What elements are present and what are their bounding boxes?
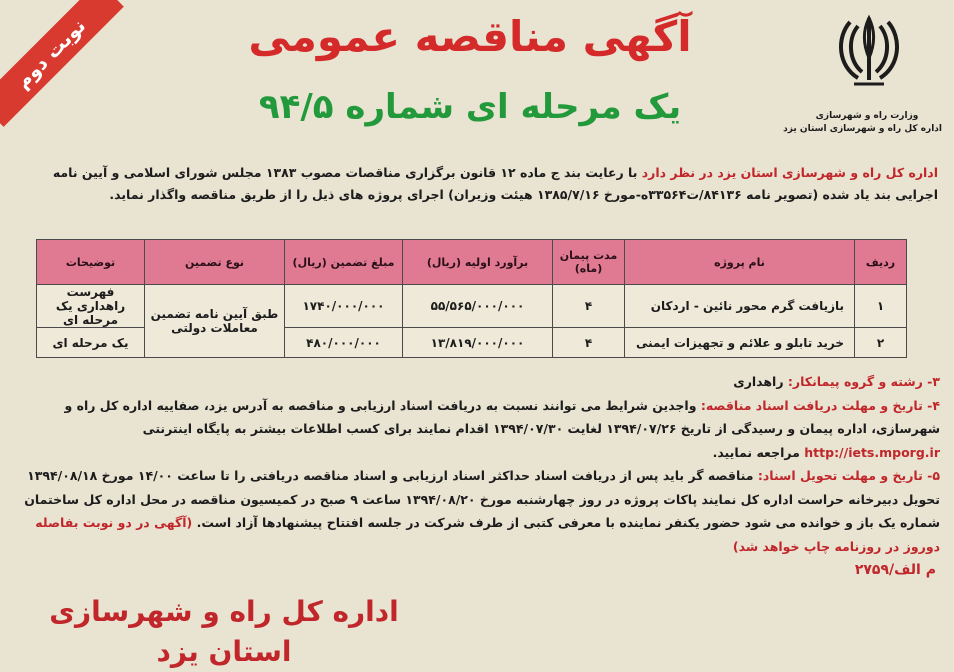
- item-3-label: ۳- رشته و گروه پیمانکار:: [787, 374, 940, 389]
- table-row: [37, 285, 907, 328]
- item-5-text: مناقصه گر باید پس از دریافت اسناد حداکثر اسناد ارزیابی و اسناد مناقصه دریافتی را تا ساعت ۱۴/۰۰ مورخ ۱۳۹۴/۰۸/۱۸ تحویل دبیرخانه حراست اداره کل نمایند پاکات پروژه در روز چهارشنبه مورخ ۱۳۹۴/۰۸/۲۰ ساعت ۹ صبح در کمیسیون مناقصه در محل اداره کل ساختمان شماره یک باز و خوانده می شود حضور یکنفر نماینده با معرفی کتبی از طرف شرکت در جلسه افتتاح پیشنهادها آزاد است.: [24, 468, 940, 530]
- iran-emblem-icon: [834, 14, 904, 94]
- header-duration: مدت پیمان (ماه): [553, 240, 625, 285]
- item-document-receipt: [14, 394, 940, 465]
- item-document-delivery: [14, 464, 940, 558]
- notes: فهرست راهداری یک مرحله ای: [37, 285, 145, 328]
- header-row-number: ردیف: [855, 240, 907, 285]
- table-header-row: [37, 240, 907, 285]
- ministry-line-1: وزارت راه و شهرسازی: [815, 111, 919, 121]
- project-name: خرید تابلو و علائم و تجهیزات ایمنی: [625, 328, 855, 358]
- notes: یک مرحله ای: [37, 328, 145, 358]
- estimate: ۵۵/۵۶۵/۰۰۰/۰۰۰: [403, 285, 553, 328]
- project-name: بازیافت گرم محور نائین - اردکان: [625, 285, 855, 328]
- guarantee-amount: ۴۸۰/۰۰۰/۰۰۰: [285, 328, 403, 358]
- intro-text: با رعایت بند ج ماده ۱۲ قانون برگزاری مناقصات مصوب ۱۳۸۳ مجلس شورای اسلامی و آیین نامه اجرایی بند یاد شده (تصویر نامه ۸۴۱۳۶/ت۳۳۵۶۴ه-مورخ ۱۳۸۵/۷/۱۶ هیئت وزیران) اجرای پروژه های ذیل را از طریق مناقصه واگذار نماید.: [52, 165, 938, 202]
- item-contractor-field: [14, 370, 940, 394]
- issuer-footer: اداره کل راه و شهرسازی استان یزد: [49, 595, 399, 668]
- item-3-text: راهداری: [733, 374, 788, 389]
- row-number: ۱: [855, 285, 907, 328]
- item-4-tail: مراجعه نمایید.: [712, 444, 805, 460]
- row-number: ۲: [855, 328, 907, 358]
- intro-paragraph: [16, 162, 938, 206]
- header-guarantee-type: نوع تضمین: [145, 240, 285, 285]
- header-guarantee-amount: مبلغ تضمین (ریال): [285, 240, 403, 285]
- item-4-label: ۴- تاریخ و مهلت دریافت اسناد مناقصه:: [700, 397, 940, 413]
- notice-title: آگهی مناقصه عمومی: [248, 12, 692, 61]
- reference-number: م الف/۲۷۵۹: [854, 562, 936, 578]
- item-4-text: واجدین شرایط می توانند نسبت به دریافت اسناد ارزیابی و مناقصه به آدرس یزد، صفاییه اداره کل راه و شهرسازی، اداره پیمان و رسیدگی از تاریخ ۱۳۹۴/۰۷/۲۶ لغایت ۱۳۹۴/۰۷/۳۰ اقدام نمایند برای کسب اطلاعات بیشتر به پایگاه اینترنتی: [64, 397, 940, 436]
- duration: ۴: [553, 285, 625, 328]
- guarantee-type: طبق آیین نامه تضمین معاملات دولتی: [145, 285, 285, 358]
- notice-subtitle: یک مرحله ای شماره ۹۴/۵: [258, 87, 682, 127]
- guarantee-amount: ۱۷۴۰/۰۰۰/۰۰۰: [285, 285, 403, 328]
- header-notes: توضیحات: [37, 240, 145, 285]
- duration: ۴: [553, 328, 625, 358]
- second-round-ribbon: نوبت دوم: [0, 0, 124, 127]
- estimate: ۱۳/۸۱۹/۰۰۰/۰۰۰: [403, 328, 553, 358]
- projects-table: [36, 239, 907, 358]
- header-estimate: برآورد اولیه (ریال): [403, 240, 553, 285]
- item-5-label: ۵- تاریخ و مهلت تحویل اسناد:: [757, 468, 940, 483]
- ministry-line-2: اداره کل راه و شهرسازی استان یزد: [783, 124, 942, 134]
- intro-red-text: اداره کل راه و شهرسازی استان یزد در نظر دارد: [641, 165, 938, 180]
- website-link[interactable]: http://iets.mporg.ir: [804, 444, 940, 460]
- item-5-red-tail: (آگهی در دو نوبت بفاصله دوروز در روزنامه چاپ خواهد شد): [35, 515, 940, 554]
- header-project-name: نام پروژه: [625, 240, 855, 285]
- notice-body: [14, 370, 940, 558]
- ministry-label: [783, 110, 942, 136]
